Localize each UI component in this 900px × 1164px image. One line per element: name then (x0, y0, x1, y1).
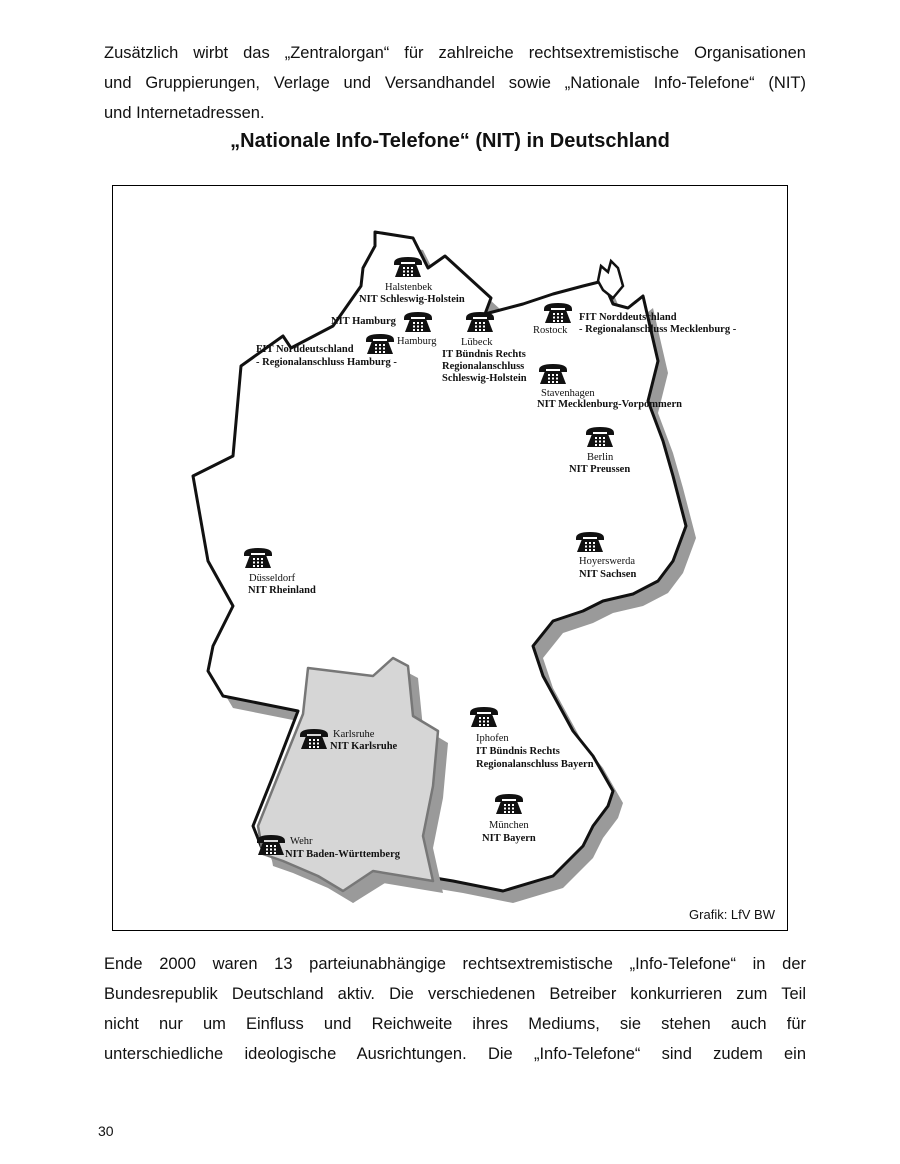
intro-line-2: und Gruppierungen, Verlage und Versandhandel sowie „Nationale Info-Telefone“ (NIT) (104, 74, 806, 92)
nit-label: NIT Karlsruhe (330, 741, 398, 752)
city-label: Berlin (587, 452, 614, 463)
nit-label: - Regionalanschluss Hamburg - (256, 357, 397, 368)
city-label: Stavenhagen (541, 388, 595, 399)
city-label: Hoyerswerda (579, 556, 635, 567)
nit-label: FIT Norddeutschland (256, 344, 354, 355)
map-figure (112, 185, 788, 931)
nit-label: IT Bündnis Rechts (442, 349, 526, 360)
page-number: 30 (98, 1123, 114, 1139)
intro-line-1: Zusätzlich wirbt das „Zentralorgan“ für zahlreiche rechtsextremistische Organisationen (104, 44, 806, 62)
nit-label: NIT Baden-Württemberg (285, 849, 401, 860)
city-label: Wehr (290, 836, 313, 847)
nit-label: FIT Norddeutschland (579, 312, 677, 323)
city-label: Karlsruhe (333, 729, 375, 740)
nit-label: NIT Sachsen (579, 569, 637, 580)
city-label: Iphofen (476, 733, 509, 744)
nit-label: Regionalanschluss (442, 361, 525, 372)
figure-credit: Grafik: LfV BW (689, 907, 775, 922)
city-label: Rostock (533, 325, 568, 336)
nit-label: NIT Hamburg (331, 316, 396, 327)
nit-label: NIT Preussen (569, 464, 631, 475)
intro-line-3: und Internetadressen. (104, 104, 265, 122)
body-line-2: Bundesrepublik Deutschland aktiv. Die verschiedenen Betreiber konkurrieren zum Teil (104, 985, 806, 1003)
nit-label: - Regionalanschluss Mecklenburg - (579, 324, 737, 335)
germany-map (113, 186, 787, 930)
nit-label: Regionalanschluss Bayern (476, 759, 594, 770)
city-label: Hamburg (397, 336, 437, 347)
nit-label: Schleswig-Holstein (442, 373, 527, 384)
figure-title: „Nationale Info-Telefone“ (NIT) in Deutschland (230, 130, 670, 152)
intro-paragraph (104, 38, 806, 128)
nit-label: NIT Schleswig-Holstein (359, 294, 465, 305)
nit-label: IT Bündnis Rechts (476, 746, 560, 757)
city-label: Düsseldorf (249, 573, 296, 584)
nit-label: NIT Rheinland (248, 585, 316, 596)
nit-label: NIT Bayern (482, 833, 536, 844)
city-label: Halstenbek (385, 282, 433, 293)
nit-label: NIT Mecklenburg-Vorpommern (537, 399, 682, 410)
body-line-3: nicht nur um Einfluss und Reichweite ihres Mediums, sie stehen auch für (104, 1015, 806, 1033)
body-paragraph (104, 949, 806, 1069)
body-line-1: Ende 2000 waren 13 parteiunabhängige rechtsextremistische „Info-Telefone“ in der (104, 955, 806, 973)
body-line-4: unterschiedliche ideologische Ausrichtungen. Die „Info-Telefone“ sind zudem ein (104, 1045, 806, 1063)
city-label: Lübeck (461, 337, 493, 348)
city-label: München (489, 820, 529, 831)
